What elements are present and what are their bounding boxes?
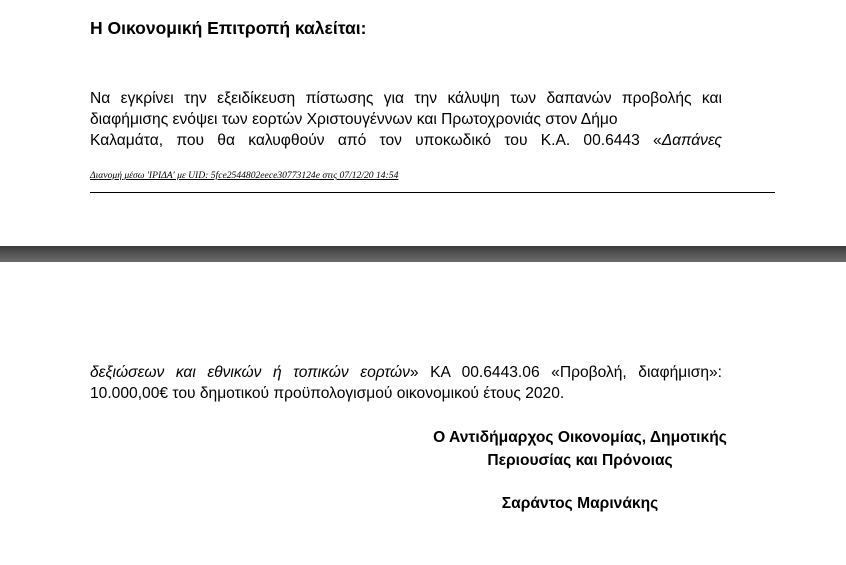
paragraph-approval-end [90,362,722,404]
paragraph-text-line-3 [90,130,722,151]
distribution-stamp: Διανομή μέσω 'ΙΡΙΔΑ' με UID: 5fce2544802eece30773124e στις 07/12/20 14:54 [90,170,399,181]
signer-title-line-2: Περιουσίας και Πρόνοιας [487,452,673,469]
document-page-bottom [0,262,846,565]
paragraph-text-regular: Καλαμάτα, που θα καλυφθούν από τον υποκωδικό του Κ.Α. 00.6443 « [90,132,662,149]
paragraph-text-regular: » ΚΑ 00.6443.06 «Προβολή, διαφήμιση»: [409,364,722,381]
paragraph-line-1 [90,362,722,383]
paragraph-text-italic: Δαπάνες [661,132,722,149]
signer-name: Σαράντος Μαρινάκης [501,495,659,512]
page-break-gap [0,246,846,262]
paragraph-line-2: 10.000,00€ του δημοτικού προϋπολογισμού οικονομικού έτους 2020. [90,385,565,402]
paragraph-approval-start [90,88,722,151]
paragraph-text-lines-1-2: Να εγκρίνει την εξειδίκευση πίστωσης για την κάλυψη των δαπανών προβολής και διαφήμισης ενόψει των εορτών Χριστουγέννων και Πρωτοχρονιάς στον Δήμο [90,90,722,128]
signer-title [370,426,790,472]
signer-title-line-1: Ο Αντιδήμαρχος Οικονομίας, Δημοτικής [433,429,727,446]
footer-divider [90,192,775,193]
document-page-top [0,0,846,246]
paragraph-text-italic: δεξιώσεων και εθνικών ή τοπικών εορτών [90,364,410,381]
section-heading: Η Οικονομική Επιτροπή καλείται: [90,18,367,38]
